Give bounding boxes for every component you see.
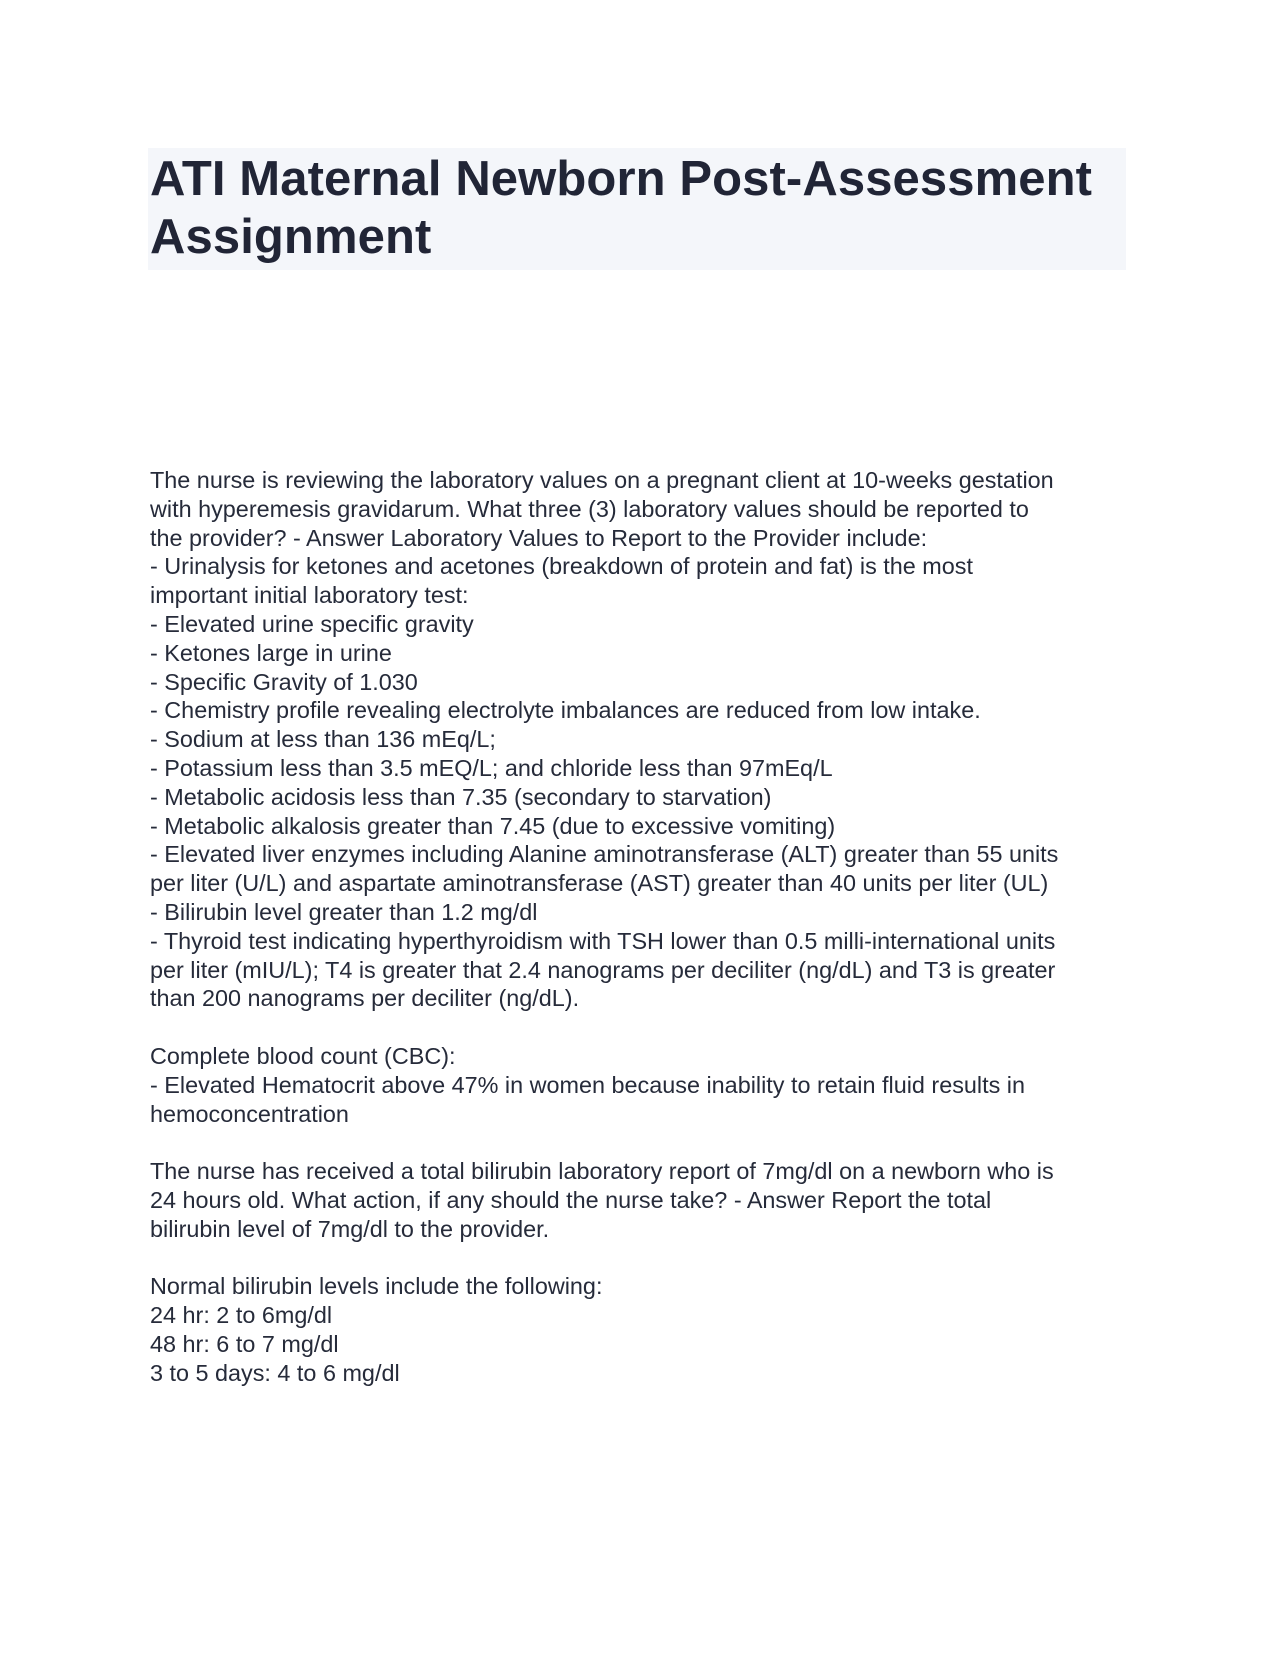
- cbc-heading: Complete blood count (CBC):: [150, 1042, 456, 1069]
- list-item: - Bilirubin level greater than 1.2 mg/dl: [150, 898, 538, 925]
- list-item: - Sodium at less than 136 mEq/L;: [150, 726, 496, 753]
- list-item: - Thyroid test indicating hyperthyroidism with TSH lower than 0.5 milli-international units: [150, 927, 1056, 954]
- list-item: than 200 nanograms per deciliter (ng/dL).: [150, 985, 580, 1012]
- list-item: - Specific Gravity of 1.030: [150, 668, 418, 695]
- paragraph-line: bilirubin level of 7mg/dl to the provider.: [150, 1215, 550, 1242]
- list-item: - Ketones large in urine: [150, 639, 392, 666]
- paragraph-line: with hyperemesis gravidarum. What three (3) laboratory values should be reported to: [150, 495, 1029, 522]
- paragraph-line: The nurse has received a total bilirubin laboratory report of 7mg/dl on a newborn who is: [150, 1158, 1054, 1185]
- paragraph-line: 24 hours old. What action, if any should the nurse take? - Answer Report the total: [150, 1186, 992, 1213]
- paragraph-line: the provider? - Answer Laboratory Values to Report to the Provider include:: [150, 524, 928, 551]
- list-item: important initial laboratory test:: [150, 582, 469, 609]
- list-item: - Chemistry profile revealing electrolyte imbalances are reduced from low intake.: [150, 697, 981, 724]
- document-body: [150, 466, 1140, 1388]
- question-1: [150, 466, 1140, 1128]
- list-item: - Urinalysis for ketones and acetones (breakdown of protein and fat) is the most: [150, 553, 973, 580]
- document-page: [150, 148, 1126, 1386]
- list-item: - Metabolic alkalosis greater than 7.45 (due to excessive vomiting): [150, 812, 836, 839]
- list-item: - Potassium less than 3.5 mEQ/L; and chloride less than 97mEq/L: [150, 754, 833, 781]
- list-item: - Elevated Hematocrit above 47% in women because inability to retain fluid results in: [150, 1071, 1026, 1098]
- paragraph-line: The nurse is reviewing the laboratory values on a pregnant client at 10-weeks gestation: [150, 467, 1054, 493]
- paragraph-spacer: [150, 1128, 1140, 1157]
- list-item: 24 hr: 2 to 6mg/dl: [150, 1302, 333, 1329]
- list-item: hemoconcentration: [150, 1100, 349, 1127]
- list-item: 48 hr: 6 to 7 mg/dl: [150, 1330, 339, 1357]
- question-2: [150, 1157, 1140, 1243]
- paragraph-line: Normal bilirubin levels include the following:: [150, 1273, 603, 1300]
- list-item: - Elevated liver enzymes including Alanine aminotransferase (ALT) greater than 55 units: [150, 841, 1059, 868]
- document-title: ATI Maternal Newborn Post-Assessment Assignment: [150, 152, 1093, 264]
- normal-bilirubin-levels: [150, 1272, 1140, 1387]
- list-item: per liter (U/L) and aspartate aminotransferase (AST) greater than 40 units per liter (UL): [150, 870, 1049, 897]
- title-block: [148, 148, 1126, 270]
- paragraph-spacer: [150, 1013, 1140, 1042]
- paragraph-spacer: [150, 1244, 1140, 1273]
- list-item: - Metabolic acidosis less than 7.35 (secondary to starvation): [150, 783, 772, 810]
- list-item: 3 to 5 days: 4 to 6 mg/dl: [150, 1359, 400, 1386]
- list-item: per liter (mIU/L); T4 is greater that 2.4 nanograms per deciliter (ng/dL) and T3 is greater: [150, 956, 1056, 983]
- list-item: - Elevated urine specific gravity: [150, 610, 474, 637]
